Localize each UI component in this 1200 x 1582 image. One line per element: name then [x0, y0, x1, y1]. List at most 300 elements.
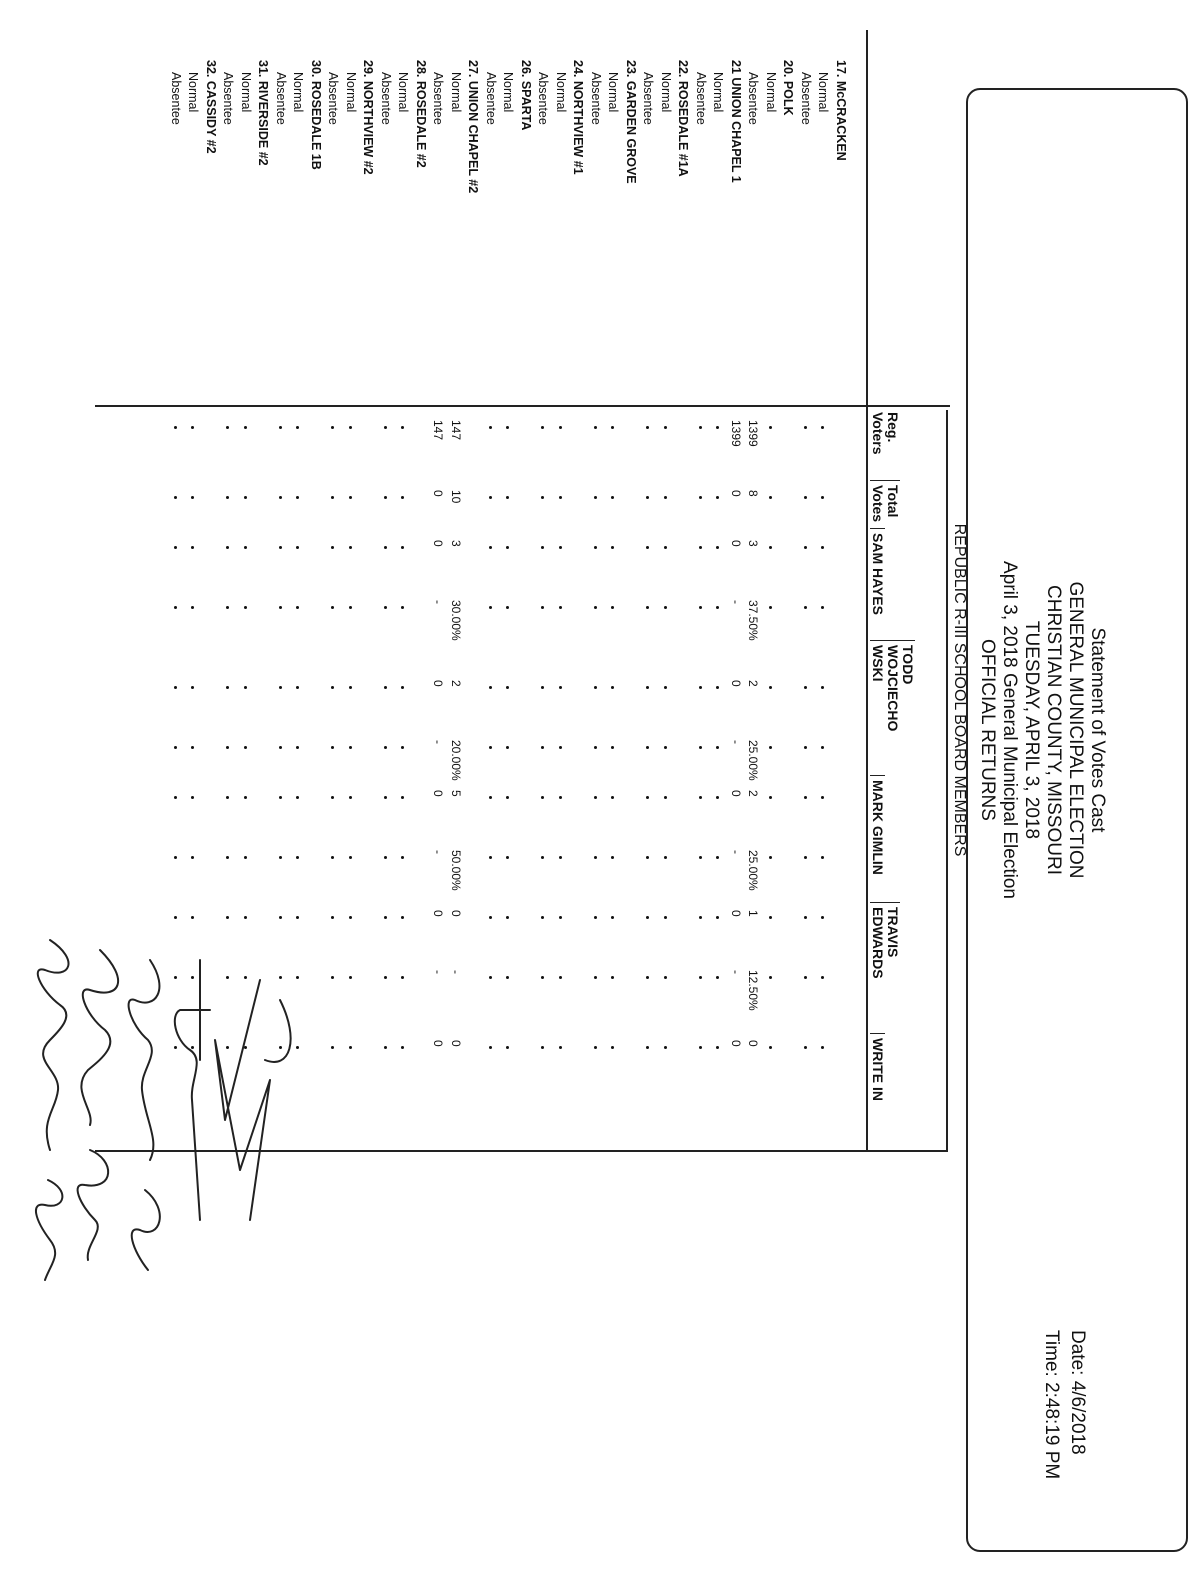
- empty-cell-dot: [332, 606, 335, 609]
- empty-cell-dot: [489, 746, 492, 749]
- empty-cell-dot: [507, 426, 510, 429]
- empty-cell-dot: [612, 546, 615, 549]
- empty-cell-dot: [402, 856, 405, 859]
- empty-cell-dot: [349, 426, 352, 429]
- total-votes-cell: 10: [449, 490, 463, 504]
- candidate-votes-cell: 0: [746, 1040, 761, 1047]
- column-header-votes-line: Votes: [870, 485, 886, 523]
- empty-cell-dot: [717, 916, 720, 919]
- empty-cell-dot: [297, 496, 300, 499]
- empty-cell-dot: [174, 686, 177, 689]
- candidate-votes-cell: 2: [746, 790, 761, 797]
- vote-type-label: Normal: [239, 72, 253, 113]
- contest-title: REPUBLIC R-III SCHOOL BOARD MEMBERS: [951, 523, 968, 857]
- empty-cell-dot: [717, 606, 720, 609]
- empty-cell-dot: [612, 916, 615, 919]
- empty-cell-dot: [332, 426, 335, 429]
- election-day: TUESDAY, APRIL 3, 2018: [1021, 620, 1042, 840]
- empty-cell-dot: [647, 976, 650, 979]
- empty-cell-dot: [244, 686, 247, 689]
- candidate-percent-cell: -: [431, 600, 446, 604]
- empty-cell-dot: [192, 606, 195, 609]
- empty-cell-dot: [612, 746, 615, 749]
- candidate-votes-cell: 0: [729, 540, 743, 547]
- empty-cell-dot: [384, 686, 387, 689]
- candidate-votes-cell: 0: [431, 790, 446, 797]
- empty-cell-dot: [489, 426, 492, 429]
- empty-cell-dot: [402, 1046, 405, 1049]
- candidate-votes-cell: 0: [431, 540, 446, 547]
- precinct-label: 20. POLK: [781, 60, 796, 116]
- empty-cell-dot: [174, 426, 177, 429]
- table-rule-left: [95, 405, 950, 407]
- empty-cell-dot: [384, 916, 387, 919]
- vote-type-label: Absentee: [641, 72, 656, 125]
- empty-cell-dot: [489, 686, 492, 689]
- empty-cell-dot: [664, 426, 667, 429]
- column-header-reg-voters: [870, 412, 900, 455]
- empty-cell-dot: [612, 856, 615, 859]
- column-header-mark-gimlin: [870, 775, 885, 875]
- empty-cell-dot: [699, 856, 702, 859]
- empty-cell-dot: [822, 496, 825, 499]
- empty-cell-dot: [332, 746, 335, 749]
- candidate-percent-cell: -: [729, 600, 743, 604]
- empty-cell-dot: [332, 796, 335, 799]
- empty-cell-dot: [297, 686, 300, 689]
- candidate-votes-cell: 3: [746, 540, 761, 547]
- county-name: CHRISTIAN COUNTY, MISSOURI: [1043, 585, 1064, 875]
- empty-cell-dot: [279, 746, 282, 749]
- empty-cell-dot: [769, 856, 772, 859]
- empty-cell-dot: [227, 796, 230, 799]
- empty-cell-dot: [174, 746, 177, 749]
- candidate-percent-cell: 25.00%: [746, 850, 761, 891]
- empty-cell-dot: [489, 1046, 492, 1049]
- column-header-voters-line: Voters: [870, 412, 886, 455]
- empty-cell-dot: [647, 856, 650, 859]
- empty-cell-dot: [594, 426, 597, 429]
- vote-type-label: Normal: [501, 72, 516, 113]
- empty-cell-dot: [349, 606, 352, 609]
- candidate-percent-cell: -: [431, 740, 446, 744]
- election-name: GENERAL MUNICIPAL ELECTION: [1065, 581, 1086, 879]
- empty-cell-dot: [297, 426, 300, 429]
- empty-cell-dot: [244, 916, 247, 919]
- empty-cell-dot: [717, 496, 720, 499]
- empty-cell-dot: [717, 976, 720, 979]
- empty-cell-dot: [227, 686, 230, 689]
- empty-cell-dot: [542, 496, 545, 499]
- empty-cell-dot: [542, 796, 545, 799]
- vote-type-label: Normal: [764, 72, 778, 113]
- vote-type-label: Absentee: [694, 72, 708, 125]
- precinct-label: 21 UNION CHAPEL 1: [729, 60, 743, 183]
- empty-cell-dot: [297, 606, 300, 609]
- empty-cell-dot: [769, 426, 772, 429]
- empty-cell-dot: [332, 1046, 335, 1049]
- empty-cell-dot: [332, 686, 335, 689]
- empty-cell-dot: [384, 796, 387, 799]
- vote-type-label: Absentee: [536, 72, 551, 125]
- empty-cell-dot: [559, 686, 562, 689]
- empty-cell-dot: [664, 796, 667, 799]
- empty-cell-dot: [227, 546, 230, 549]
- empty-cell-dot: [384, 1046, 387, 1049]
- column-header-total-votes: [870, 480, 900, 522]
- precinct-label: 29. NORTHVIEW #2: [361, 60, 376, 175]
- empty-cell-dot: [489, 976, 492, 979]
- column-header-sam-hayes: [870, 528, 885, 615]
- candidate-percent-cell: -: [431, 850, 446, 854]
- empty-cell-dot: [822, 426, 825, 429]
- empty-cell-dot: [717, 746, 720, 749]
- empty-cell-dot: [402, 546, 405, 549]
- precinct-label: 23. GARDEN GROVE: [624, 60, 638, 184]
- candidate-name-line: WSKI: [870, 645, 886, 682]
- precinct-label: 22. ROSEDALE #1A: [676, 60, 691, 177]
- empty-cell-dot: [804, 496, 807, 499]
- empty-cell-dot: [647, 546, 650, 549]
- empty-cell-dot: [559, 546, 562, 549]
- empty-cell-dot: [822, 856, 825, 859]
- report-title: Statement of Votes Cast: [1087, 627, 1108, 833]
- empty-cell-dot: [822, 976, 825, 979]
- candidate-votes-cell: 2: [449, 680, 463, 687]
- empty-cell-dot: [769, 546, 772, 549]
- empty-cell-dot: [402, 746, 405, 749]
- empty-cell-dot: [769, 1046, 772, 1049]
- empty-cell-dot: [594, 976, 597, 979]
- precinct-label: 32. CASSIDY #2: [204, 60, 218, 154]
- empty-cell-dot: [227, 426, 230, 429]
- empty-cell-dot: [192, 546, 195, 549]
- empty-cell-dot: [542, 916, 545, 919]
- empty-cell-dot: [489, 546, 492, 549]
- empty-cell-dot: [279, 916, 282, 919]
- empty-cell-dot: [384, 426, 387, 429]
- empty-cell-dot: [559, 426, 562, 429]
- empty-cell-dot: [612, 496, 615, 499]
- empty-cell-dot: [244, 796, 247, 799]
- empty-cell-dot: [699, 426, 702, 429]
- empty-cell-dot: [594, 746, 597, 749]
- candidate-votes-cell: 2: [746, 680, 761, 687]
- empty-cell-dot: [822, 546, 825, 549]
- empty-cell-dot: [699, 606, 702, 609]
- empty-cell-dot: [489, 496, 492, 499]
- empty-cell-dot: [192, 916, 195, 919]
- candidate-name-line: SAM HAYES: [870, 533, 886, 615]
- empty-cell-dot: [804, 976, 807, 979]
- empty-cell-dot: [769, 976, 772, 979]
- empty-cell-dot: [769, 606, 772, 609]
- empty-cell-dot: [559, 1046, 562, 1049]
- vote-type-label: Absentee: [379, 72, 393, 125]
- reg-voters-cell: 147: [431, 420, 446, 441]
- vote-type-label: Absentee: [431, 72, 446, 125]
- empty-cell-dot: [384, 976, 387, 979]
- election-description: April 3, 2018 General Municipal Election: [999, 561, 1020, 899]
- vote-type-label: Absentee: [274, 72, 288, 125]
- empty-cell-dot: [489, 796, 492, 799]
- vote-type-label: Normal: [186, 72, 201, 113]
- empty-cell-dot: [699, 796, 702, 799]
- returns-status: OFFICIAL RETURNS: [977, 639, 998, 821]
- empty-cell-dot: [647, 686, 650, 689]
- empty-cell-dot: [664, 856, 667, 859]
- empty-cell-dot: [384, 546, 387, 549]
- empty-cell-dot: [279, 686, 282, 689]
- empty-cell-dot: [699, 546, 702, 549]
- empty-cell-dot: [279, 796, 282, 799]
- candidate-name-line: MARK GIMLIN: [870, 780, 886, 875]
- empty-cell-dot: [279, 856, 282, 859]
- empty-cell-dot: [717, 856, 720, 859]
- empty-cell-dot: [192, 426, 195, 429]
- empty-cell-dot: [769, 916, 772, 919]
- empty-cell-dot: [297, 546, 300, 549]
- candidate-percent-cell: 25.00%: [746, 740, 761, 781]
- empty-cell-dot: [297, 916, 300, 919]
- empty-cell-dot: [402, 796, 405, 799]
- empty-cell-dot: [349, 686, 352, 689]
- empty-cell-dot: [332, 546, 335, 549]
- empty-cell-dot: [402, 496, 405, 499]
- reg-voters-cell: 1399: [729, 420, 743, 447]
- empty-cell-dot: [559, 496, 562, 499]
- empty-cell-dot: [279, 546, 282, 549]
- candidate-votes-cell: 0: [431, 910, 446, 917]
- precinct-label: 24. NORTHVIEW #1: [571, 60, 586, 175]
- empty-cell-dot: [384, 856, 387, 859]
- empty-cell-dot: [332, 916, 335, 919]
- empty-cell-dot: [192, 796, 195, 799]
- empty-cell-dot: [244, 746, 247, 749]
- empty-cell-dot: [559, 606, 562, 609]
- empty-cell-dot: [612, 426, 615, 429]
- empty-cell-dot: [332, 496, 335, 499]
- precinct-label: 27. UNION CHAPEL #2: [466, 60, 481, 194]
- empty-cell-dot: [244, 426, 247, 429]
- empty-cell-dot: [822, 606, 825, 609]
- empty-cell-dot: [804, 546, 807, 549]
- empty-cell-dot: [822, 796, 825, 799]
- candidate-percent-cell: 20.00%: [449, 740, 463, 781]
- candidate-percent-cell: -: [431, 970, 446, 974]
- empty-cell-dot: [664, 496, 667, 499]
- empty-cell-dot: [349, 546, 352, 549]
- column-header-reg-line: Reg.: [885, 412, 901, 443]
- empty-cell-dot: [402, 426, 405, 429]
- empty-cell-dot: [402, 916, 405, 919]
- empty-cell-dot: [384, 746, 387, 749]
- empty-cell-dot: [227, 856, 230, 859]
- candidate-votes-cell: 3: [449, 540, 463, 547]
- empty-cell-dot: [297, 746, 300, 749]
- empty-cell-dot: [804, 1046, 807, 1049]
- empty-cell-dot: [227, 606, 230, 609]
- reg-voters-cell: 147: [449, 420, 463, 441]
- candidate-percent-cell: 37.50%: [746, 600, 761, 641]
- empty-cell-dot: [664, 916, 667, 919]
- empty-cell-dot: [244, 856, 247, 859]
- total-votes-cell: 0: [729, 490, 743, 497]
- precinct-label: 17. McCRACKEN: [834, 60, 848, 161]
- empty-cell-dot: [664, 1046, 667, 1049]
- vote-type-label: Absentee: [799, 72, 813, 125]
- empty-cell-dot: [699, 976, 702, 979]
- empty-cell-dot: [349, 1046, 352, 1049]
- empty-cell-dot: [279, 426, 282, 429]
- empty-cell-dot: [279, 496, 282, 499]
- empty-cell-dot: [699, 916, 702, 919]
- empty-cell-dot: [664, 546, 667, 549]
- empty-cell-dot: [559, 916, 562, 919]
- empty-cell-dot: [647, 496, 650, 499]
- vote-type-label: Normal: [449, 72, 463, 113]
- candidate-name-line: EDWARDS: [870, 907, 886, 979]
- vote-type-label: Absentee: [746, 72, 761, 125]
- empty-cell-dot: [542, 976, 545, 979]
- empty-cell-dot: [297, 856, 300, 859]
- empty-cell-dot: [594, 856, 597, 859]
- total-votes-cell: 0: [431, 490, 446, 497]
- empty-cell-dot: [804, 796, 807, 799]
- empty-cell-dot: [594, 546, 597, 549]
- candidate-name-line: TRAVIS: [885, 907, 901, 958]
- vote-type-label: Normal: [396, 72, 411, 113]
- empty-cell-dot: [594, 1046, 597, 1049]
- empty-cell-dot: [402, 606, 405, 609]
- empty-cell-dot: [332, 976, 335, 979]
- empty-cell-dot: [699, 686, 702, 689]
- candidate-name-line: WOJCIECHO: [885, 645, 901, 732]
- candidate-name-line: WRITE IN: [870, 1038, 886, 1101]
- candidate-votes-cell: 0: [449, 1040, 463, 1047]
- empty-cell-dot: [349, 976, 352, 979]
- empty-cell-dot: [174, 916, 177, 919]
- empty-cell-dot: [699, 746, 702, 749]
- reg-voters-cell: 1399: [746, 420, 761, 447]
- empty-cell-dot: [227, 496, 230, 499]
- empty-cell-dot: [507, 1046, 510, 1049]
- empty-cell-dot: [507, 976, 510, 979]
- empty-cell-dot: [349, 796, 352, 799]
- empty-cell-dot: [349, 916, 352, 919]
- header-rule-top: [946, 410, 948, 1150]
- empty-cell-dot: [612, 686, 615, 689]
- empty-cell-dot: [244, 606, 247, 609]
- empty-cell-dot: [489, 606, 492, 609]
- empty-cell-dot: [174, 496, 177, 499]
- empty-cell-dot: [699, 496, 702, 499]
- candidate-percent-cell: 12.50%: [746, 970, 761, 1011]
- candidate-votes-cell: 0: [449, 910, 463, 917]
- precinct-label: 30. ROSEDALE 1B: [309, 60, 323, 170]
- empty-cell-dot: [402, 686, 405, 689]
- candidate-percent-cell: -: [729, 970, 743, 974]
- candidate-votes-cell: 1: [746, 910, 761, 917]
- empty-cell-dot: [542, 1046, 545, 1049]
- candidate-percent-cell: 50.00%: [449, 850, 463, 891]
- empty-cell-dot: [822, 686, 825, 689]
- vote-type-label: Normal: [711, 72, 726, 113]
- empty-cell-dot: [559, 976, 562, 979]
- vote-type-label: Normal: [554, 72, 568, 113]
- empty-cell-dot: [822, 1046, 825, 1049]
- precinct-label: 26. SPARTA: [519, 60, 533, 131]
- empty-cell-dot: [489, 856, 492, 859]
- empty-cell-dot: [559, 746, 562, 749]
- column-header-todd-wojciechowski: [870, 640, 915, 731]
- empty-cell-dot: [349, 496, 352, 499]
- empty-cell-dot: [507, 686, 510, 689]
- empty-cell-dot: [227, 916, 230, 919]
- empty-cell-dot: [507, 746, 510, 749]
- empty-cell-dot: [822, 746, 825, 749]
- empty-cell-dot: [384, 496, 387, 499]
- candidate-votes-cell: 0: [729, 680, 743, 687]
- empty-cell-dot: [244, 546, 247, 549]
- empty-cell-dot: [769, 496, 772, 499]
- candidate-percent-cell: -: [729, 740, 743, 744]
- empty-cell-dot: [559, 796, 562, 799]
- empty-cell-dot: [384, 606, 387, 609]
- column-header-total-line: Total: [885, 485, 901, 518]
- empty-cell-dot: [699, 1046, 702, 1049]
- empty-cell-dot: [174, 856, 177, 859]
- empty-cell-dot: [804, 426, 807, 429]
- empty-cell-dot: [769, 686, 772, 689]
- candidate-percent-cell: -: [449, 970, 463, 974]
- signature-ink: [36, 940, 291, 1280]
- empty-cell-dot: [647, 796, 650, 799]
- empty-cell-dot: [612, 606, 615, 609]
- empty-cell-dot: [822, 916, 825, 919]
- empty-cell-dot: [507, 916, 510, 919]
- empty-cell-dot: [647, 746, 650, 749]
- empty-cell-dot: [647, 606, 650, 609]
- empty-cell-dot: [542, 546, 545, 549]
- header-rule-bottom: [866, 30, 868, 1150]
- empty-cell-dot: [664, 976, 667, 979]
- empty-cell-dot: [594, 686, 597, 689]
- candidate-percent-cell: -: [729, 850, 743, 854]
- empty-cell-dot: [559, 856, 562, 859]
- empty-cell-dot: [664, 606, 667, 609]
- report-date: Date: 4/6/2018: [1067, 1330, 1088, 1455]
- candidate-votes-cell: 0: [431, 1040, 446, 1047]
- candidate-votes-cell: 0: [431, 680, 446, 687]
- empty-cell-dot: [647, 426, 650, 429]
- precinct-label: 28. ROSEDALE #2: [414, 60, 428, 168]
- empty-cell-dot: [647, 916, 650, 919]
- empty-cell-dot: [297, 796, 300, 799]
- empty-cell-dot: [227, 746, 230, 749]
- empty-cell-dot: [349, 746, 352, 749]
- empty-cell-dot: [507, 856, 510, 859]
- empty-cell-dot: [804, 746, 807, 749]
- vote-type-label: Absentee: [169, 72, 183, 125]
- empty-cell-dot: [612, 1046, 615, 1049]
- empty-cell-dot: [594, 916, 597, 919]
- empty-cell-dot: [769, 796, 772, 799]
- candidate-votes-cell: 0: [729, 910, 743, 917]
- empty-cell-dot: [594, 796, 597, 799]
- empty-cell-dot: [717, 796, 720, 799]
- report-time: Time: 2:48:19 PM: [1041, 1330, 1062, 1480]
